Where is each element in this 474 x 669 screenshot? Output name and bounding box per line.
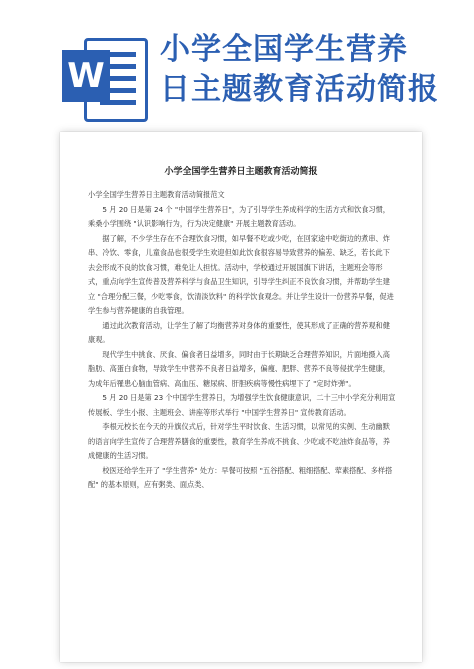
paragraph: 5 月 20 日是第 23 个中国学生营养日，为增强学生饮食健康意识，二十三中小学充分利用宣传展板、学生小报、主题班会、讲座等形式举行 "中国学生营养日" 宣传教育活动。	[88, 393, 396, 417]
document-title: 小学全国学生营养日主题教育活动简报	[164, 167, 318, 177]
paragraph: 据了解，不少学生存在不合理饮食习惯，如早餐不吃或少吃，在回家途中吃街边的煮串、炸串、冷饮、零食，儿童食品也很受学生欢迎但如此饮食很容易导致营养的偏差、缺乏，若长此下去会形成不良的饮食习惯，难免让人担忧。活动中，学校通过开展国旗下讲话，主题班会等形式，重点向学生宣传普及营养科学与食品卫生知识，引导学生纠正不良饮食习惯，并帮助学生建立 "合理分配三餐，少吃零食，饮清淡饮料" 的科学饮食观念。并让学生设计一份营养早餐，促进学生参与营养健康的自我管理。	[88, 233, 394, 315]
paragraph: 现代学生中挑食、厌食、偏食者日益增多，同时由于长期缺乏合理营养知识，片面地摄入高脂肪、高蛋白食物，导致学生中营养不良者日益增多，偏瘦、肥胖、营养不良等侵扰学生健康，为成年后罹患心脑血管病、高血压、糖尿病、肝胆疾病等慢性病埋下了 "定时炸弹"。	[88, 349, 390, 388]
document-subtitle: 小学全国学生营养日主题教育活动简报范文	[88, 190, 225, 199]
word-document-icon	[62, 38, 144, 120]
paragraph: 李根元校长在今天的升旗仪式后，针对学生平时饮食、生活习惯，以常见的实例、生动幽默的语言向学生宣传了合理营养膳食的重要性，教育学生养成不挑食、少吃或不吃油炸食品等，养成健康的生活习惯。	[88, 422, 390, 460]
banner-title-line-1: 小学全国学生营养	[160, 32, 408, 67]
banner	[0, 0, 474, 128]
document-body	[88, 188, 396, 493]
paragraph: 校医还给学生开了 "学生营养" 处方：早餐可按照 "五谷搭配、粗细搭配、荤素搭配、多样搭配" 的基本原则，应有粥类、面点类、	[88, 465, 393, 489]
paragraph: 5 月 20 日是第 24 个 "中国学生营养日"，为了引导学生养成科学的生活方式和饮食习惯，乘桑小学围绕 "认识影响行为，行为决定健康" 开展主题教育活动。	[88, 204, 390, 228]
word-logo-letter: W	[62, 50, 110, 102]
banner-title	[160, 30, 460, 110]
paragraph: 通过此次教育活动，让学生了解了均衡营养对身体的重要性，使其形成了正确的营养观和健康观。	[88, 320, 390, 344]
banner-title-line-2: 日主题教育活动简报	[160, 72, 439, 107]
